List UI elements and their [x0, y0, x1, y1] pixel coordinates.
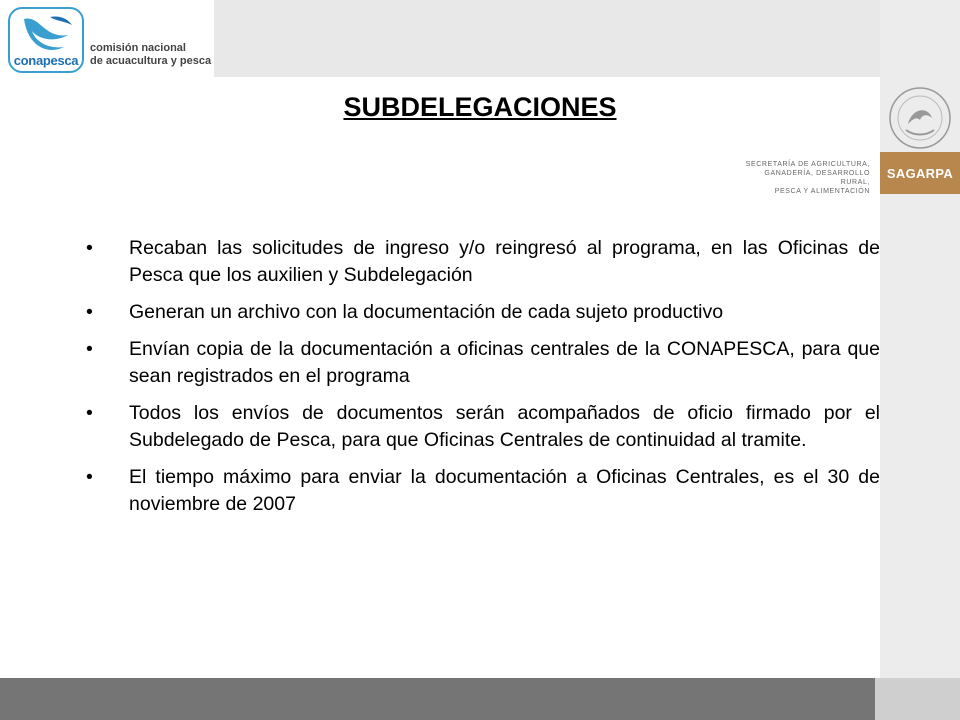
- list-item: [80, 299, 880, 326]
- secretaria-line-2: GANADERÍA, DESARROLLO RURAL,: [764, 170, 870, 186]
- secretaria-line-3: PESCA Y ALIMENTACIÓN: [774, 188, 870, 195]
- bullet-icon: •: [86, 402, 93, 424]
- conapesca-bird-logo-icon: [8, 7, 84, 73]
- footer-band: [0, 678, 875, 720]
- header-band: [214, 0, 880, 77]
- secretaria-line-1: SECRETARÍA DE AGRICULTURA,: [745, 161, 870, 168]
- bullet-icon: •: [86, 466, 93, 488]
- bullet-list: [80, 235, 880, 528]
- list-item-text: Recaban las solicitudes de ingreso y/o reingresó al programa, en las Oficinas de Pesca que los auxilien y Subdelegación: [129, 237, 880, 286]
- secretaria-text: [740, 160, 870, 196]
- list-item-text: Generan un archivo con la documentación de cada sujeto productivo: [129, 301, 724, 323]
- list-item: [80, 235, 880, 289]
- slide-title: SUBDELEGACIONES: [343, 92, 617, 122]
- list-item-text: Todos los envíos de documentos serán acompañados de oficio firmado por el Subdelegado de Pesca, para que Oficinas Centrales de continuidad al tramite.: [129, 402, 880, 451]
- list-item: [80, 400, 880, 454]
- logo-wordmark: conapesca: [13, 53, 79, 68]
- list-item-text: El tiempo máximo para enviar la documentación a Oficinas Centrales, es el 30 de noviembre de 2007: [129, 466, 880, 515]
- logo-line-1: comisión nacional: [90, 42, 186, 54]
- logo-subtitle: [90, 42, 211, 68]
- footer-band-right: [875, 678, 960, 720]
- bullet-icon: •: [86, 338, 93, 360]
- list-item: [80, 336, 880, 390]
- conapesca-logo: [0, 0, 214, 77]
- logo-line-2: de acuacultura y pesca: [90, 55, 212, 67]
- sagarpa-logo: SAGARPA: [880, 152, 960, 194]
- bullet-icon: •: [86, 301, 93, 323]
- list-item: [80, 464, 880, 518]
- list-item-text: Envían copia de la documentación a oficinas centrales de la CONAPESCA, para que sean registrados en el programa: [129, 338, 880, 387]
- bullet-icon: •: [86, 237, 93, 259]
